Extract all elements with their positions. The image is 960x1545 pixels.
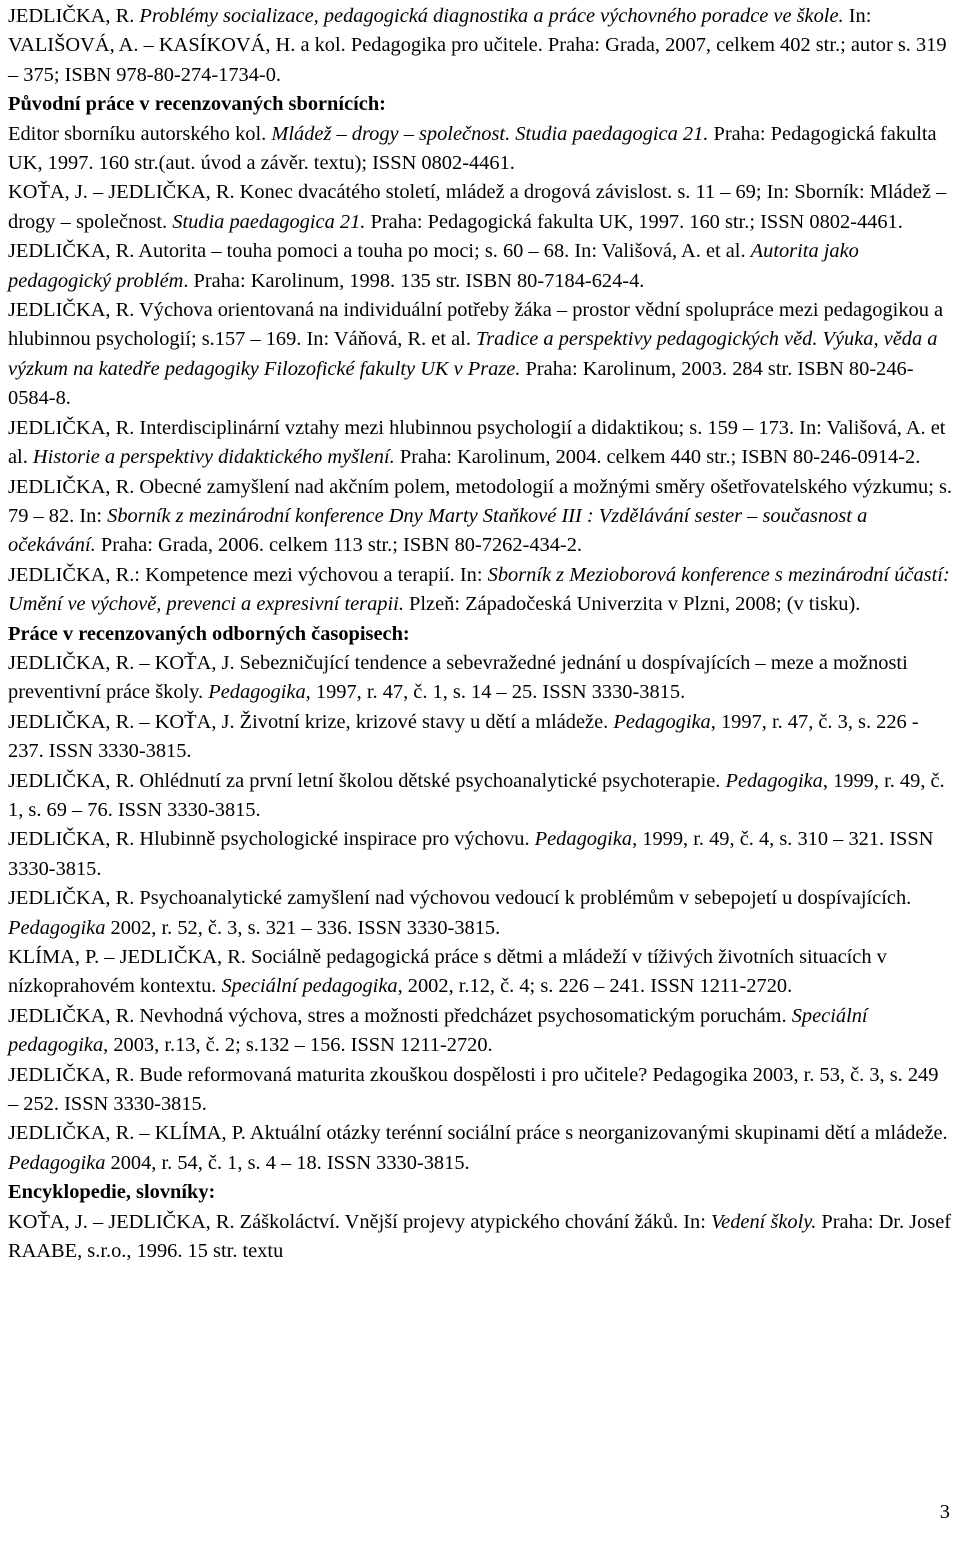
entry-text: , 1999, r. 49, č. 4, s. 310 – 321. ISSN 3330-3815. [8,828,934,880]
entry-text: JEDLIČKA, R. – KOŤA, J. Sebezničující tendence a sebevražedné jednání u dospívajících – meze a možnosti preventivní práce školy. [8,651,908,704]
entry-text: KOŤA, J. – JEDLIČKA, R. Záškoláctví. Vnější projevy atypického chování žáků. In: [8,1210,711,1233]
entry-text: In: VALIŠOVÁ, A. – KASÍKOVÁ, H. a kol. Pedagogika pro učitele. Praha: Grada, 2007, celkem 402 str.; autor s. 319 – 375; ISBN 978-80-274-1734-0. [8,5,947,86]
entry-text: JEDLIČKA, R. Bude reformovaná maturita zkouškou dospělosti i pro učitele? Pedagogika 2003, r. 53, č. 3, s. 249 – 252. ISSN 3330-3815. [8,1063,939,1116]
entry-text: Praha: Karolinum, 2004. celkem 440 str.; ISBN 80-246-0914-2. [394,446,921,469]
entry-text: JEDLIČKA, R. – KOŤA, J. Životní krize, krizové stavy u dětí a mládeže. [8,710,614,733]
entry-text: Plzeň: Západočeská Univerzita v Plzni, 2008; (v tisku). [403,593,861,616]
entry-text: JEDLIČKA, R.: Kompetence mezi výchovou a terapií. In: [8,563,488,586]
section-heading: Práce v recenzovaných odborných časopisech: [8,622,410,645]
entry-text: JEDLIČKA, R. Obecné zamyšlení nad akčním polem, metodologií a možnými směry ošetřovatelského výzkumu; s. 79 – 82. In: [8,475,953,527]
bibliography-entry [8,943,952,1002]
bibliography-entry [8,1061,952,1120]
bibliography-entry [8,473,952,561]
entry-text: Praha: Dr. Josef RAABE, s.r.o., 1996. 15 str. textu [8,1210,952,1263]
italic-title: Tradice a perspektivy pedagogických věd. Výuka, věda a výzkum na katedře pedagogiky Filozofické fakulty UK v Praze. [8,328,938,380]
entry-text: KLÍMA, P. – JEDLIČKA, R. Sociálně pedagogická práce s dětmi a mládeží v tíživých životních situacích v nízkoprahovém kontextu. [8,946,887,998]
bibliography-entry [8,708,952,767]
bibliography-entry [8,414,952,473]
entry-text: Praha: Grada, 2006. celkem 113 str.; ISBN 80-7262-434-2. [95,534,583,557]
italic-title: Speciální pedagogika [221,975,398,998]
italic-title: Pedagogika [534,828,633,851]
italic-title: Pedagogika [8,1151,106,1174]
bibliography-entry [8,120,952,179]
entry-text: JEDLIČKA, R. Ohlédnutí za první letní školou dětské psychoanalytické psychoterapie. [8,769,726,792]
italic-title: Pedagogika [8,916,106,939]
italic-title: Sborník z Mezioborová konference s mezinárodní účastí: Umění ve výchově, prevenci a expresivní terapii. [8,563,950,616]
entry-text: Editor sborníku autorského kol. [8,122,272,145]
entry-text: , 1997, r. 47, č. 1, s. 14 – 25. ISSN 3330-3815. [305,681,686,704]
entry-text: KOŤA, J. – JEDLIČKA, R. Konec dvacátého století, mládež a drogová závislost. s. 11 – 69; In: Sborník: Mládež – drogy – společnost. [8,181,947,233]
entry-text: Praha: Pedagogická fakulta UK, 1997. 160 str.; ISSN 0802-4461. [365,210,903,233]
section-heading: Encyklopedie, slovníky: [8,1181,216,1204]
italic-title: Pedagogika [208,681,306,704]
entry-text: , 2002, r.12, č. 4; s. 226 – 241. ISSN 1211-2720. [397,975,793,998]
entry-text: Praha: Pedagogická fakulta UK, 1997. 160 str.(aut. úvod a závěr. textu); ISSN 0802-4461. [8,122,937,175]
entry-text: JEDLIČKA, R. Výchova orientovaná na individuální potřeby žáka – prostor vědní spolupráce mezi pedagogikou a hlubinnou psychologií; s.157 – 169. In: Váňová, R. et al. [8,299,944,351]
bibliography-entry [8,1119,952,1178]
entry-text: 2002, r. 52, č. 3, s. 321 – 336. ISSN 3330-3815. [105,916,501,939]
entry-text: , 2003, r.13, č. 2; s.132 – 156. ISSN 1211-2720. [103,1034,493,1057]
bibliography-entry [8,178,952,237]
entry-text: . Praha: Karolinum, 1998. 135 str. ISBN 80-7184-624-4. [183,269,645,292]
entry-text: JEDLIČKA, R. Autorita – touha pomoci a touha po moci; s. 60 – 68. In: Vališová, A. et al. [8,240,751,263]
bibliography-entry [8,825,952,884]
entry-text: JEDLIČKA, R. Psychoanalytické zamyšlení nad výchovou vedoucí k problémům v sebepojetí u dospívajících. [8,887,912,910]
italic-title: Sborník z mezinárodní konference Dny Marty Staňkové III : Vzdělávání sester – současnost a očekávání. [8,504,868,557]
section-heading: Původní práce v recenzovaných sbornících: [8,93,386,116]
entry-text: JEDLIČKA, R. – KLÍMA, P. Aktuální otázky terénní sociální práce s neorganizovanými skupinami dětí a mládeže. [8,1122,948,1145]
document-body [8,2,952,1266]
bibliography-entry [8,1208,952,1267]
entry-text: , 1999, r. 49, č. 1, s. 69 – 76. ISSN 3330-3815. [8,769,945,821]
entry-text: JEDLIČKA, R. Nevhodná výchova, stres a možnosti předcházet psychosomatickým poruchám. [8,1004,792,1027]
bibliography-entry [8,561,952,620]
italic-title: Historie a perspektivy didaktického myšlení. [32,446,395,469]
italic-title: Studia paedagogica 21. [172,210,366,233]
page-number: 3 [939,1501,950,1523]
italic-title: Pedagogika [725,769,823,792]
bibliography-entry [8,884,952,943]
bibliography-entry [8,296,952,414]
italic-title: Pedagogika [613,710,711,733]
entry-text: Praha: Karolinum, 2003. 284 str. ISBN 80-246-0584-8. [8,357,914,410]
entry-text: JEDLIČKA, R. Hlubinně psychologické inspirace pro výchovu. [8,828,535,851]
italic-title: Mládež – drogy – společnost. Studia paedagogica 21. [271,122,709,145]
italic-title: Speciální pedagogika [8,1004,868,1057]
bibliography-entry [8,2,952,90]
entry-text: , 1997, r. 47, č. 3, s. 226 - 237. ISSN 3330-3815. [8,710,919,763]
bibliography-entry [8,649,952,708]
entry-text: JEDLIČKA, R. Interdisciplinární vztahy mezi hlubinnou psychologií a didaktikou; s. 159 – 173. In: Vališová, A. et al. [8,416,946,469]
italic-title: Problémy socializace, pedagogická diagnostika a práce výchovného poradce ve škole. [139,5,844,27]
italic-title: Autorita jako pedagogický problém [8,240,859,292]
italic-title: Vedení školy. [710,1210,817,1233]
bibliography-entry [8,767,952,826]
entry-text: 2004, r. 54, č. 1, s. 4 – 18. ISSN 3330-3815. [105,1151,470,1174]
entry-text: JEDLIČKA, R. [8,5,140,27]
bibliography-entry [8,1002,952,1061]
bibliography-entry [8,237,952,296]
